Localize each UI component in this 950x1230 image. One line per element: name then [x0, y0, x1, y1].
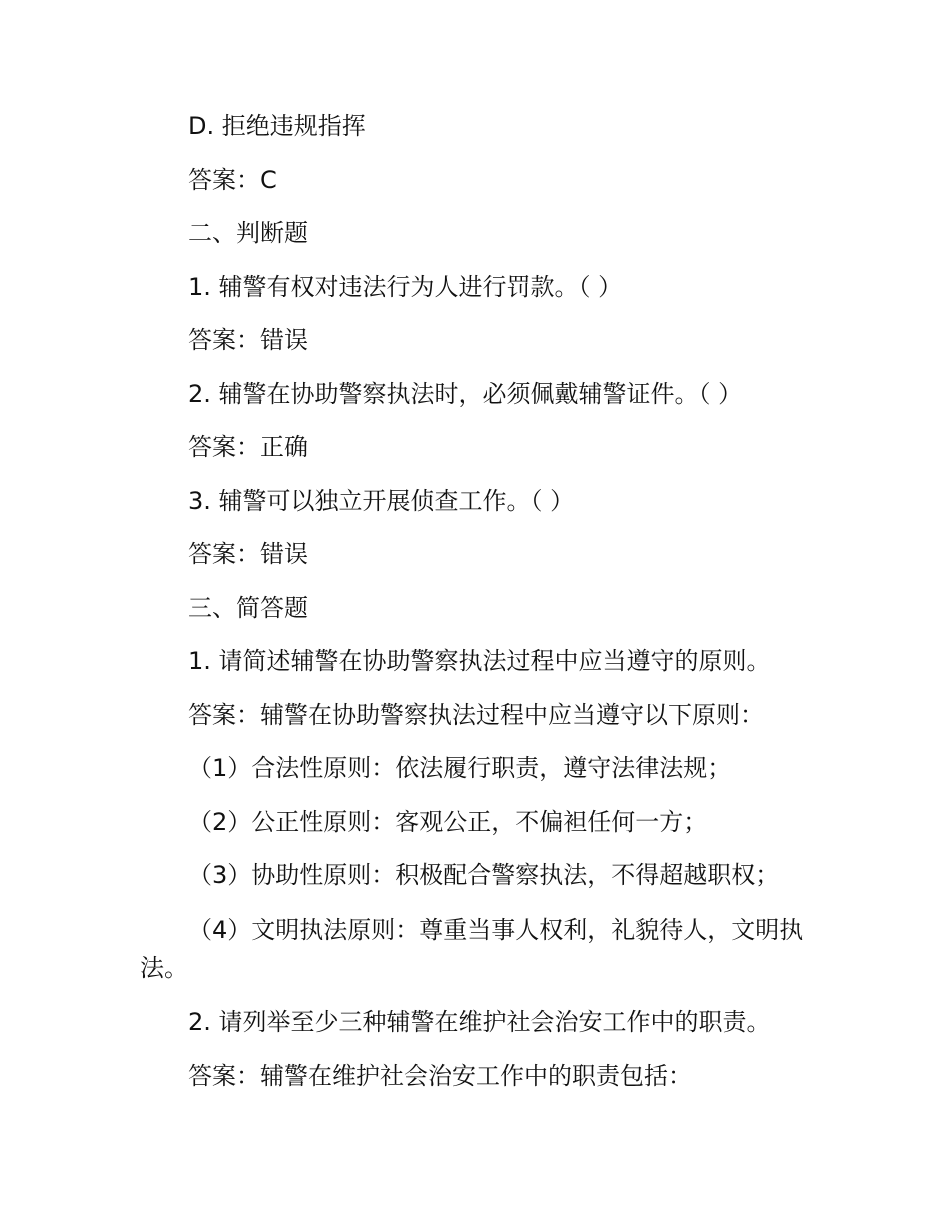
option-d: D. 拒绝违规指挥 — [188, 112, 366, 140]
answer-line: 答案：辅警在维护社会治安工作中的职责包括： — [188, 1061, 692, 1090]
answer-line: 答案：C — [188, 165, 277, 194]
document-body — [140, 108, 805, 1111]
section-heading-true-false: 二、判断题 — [188, 219, 308, 247]
principle-item: （3）协助性原则：积极配合警察执法，不得超越职权； — [188, 861, 780, 889]
question-line: 2. 请列举至少三种辅警在维护社会治安工作中的职责。 — [188, 1008, 771, 1036]
answer-line: 答案：辅警在协助警察执法过程中应当遵守以下原则： — [188, 700, 764, 729]
question-line: 2. 辅警在协助警察执法时，必须佩戴辅警证件。（ ） — [188, 379, 743, 408]
section-heading-short-answer: 三、简答题 — [188, 593, 308, 622]
question-line: 1. 辅警有权对违法行为人进行罚款。（ ） — [188, 272, 623, 301]
answer-line: 答案：正确 — [188, 433, 308, 461]
principle-item: （1）合法性原则：依法履行职责，遵守法律法规； — [188, 754, 732, 782]
question-line: 3. 辅警可以独立开展侦查工作。（ ） — [188, 486, 575, 515]
answer-line: 答案：错误 — [188, 326, 308, 354]
question-line: 1. 请简述辅警在协助警察执法过程中应当遵守的原则。 — [188, 647, 771, 675]
principle-item: （4）文明执法原则：尊重当事人权利，礼貌待人，文明执法。 — [140, 915, 804, 982]
principle-item: （2）公正性原则：客观公正，不偏袒任何一方； — [188, 807, 708, 836]
answer-line: 答案：错误 — [188, 540, 308, 568]
